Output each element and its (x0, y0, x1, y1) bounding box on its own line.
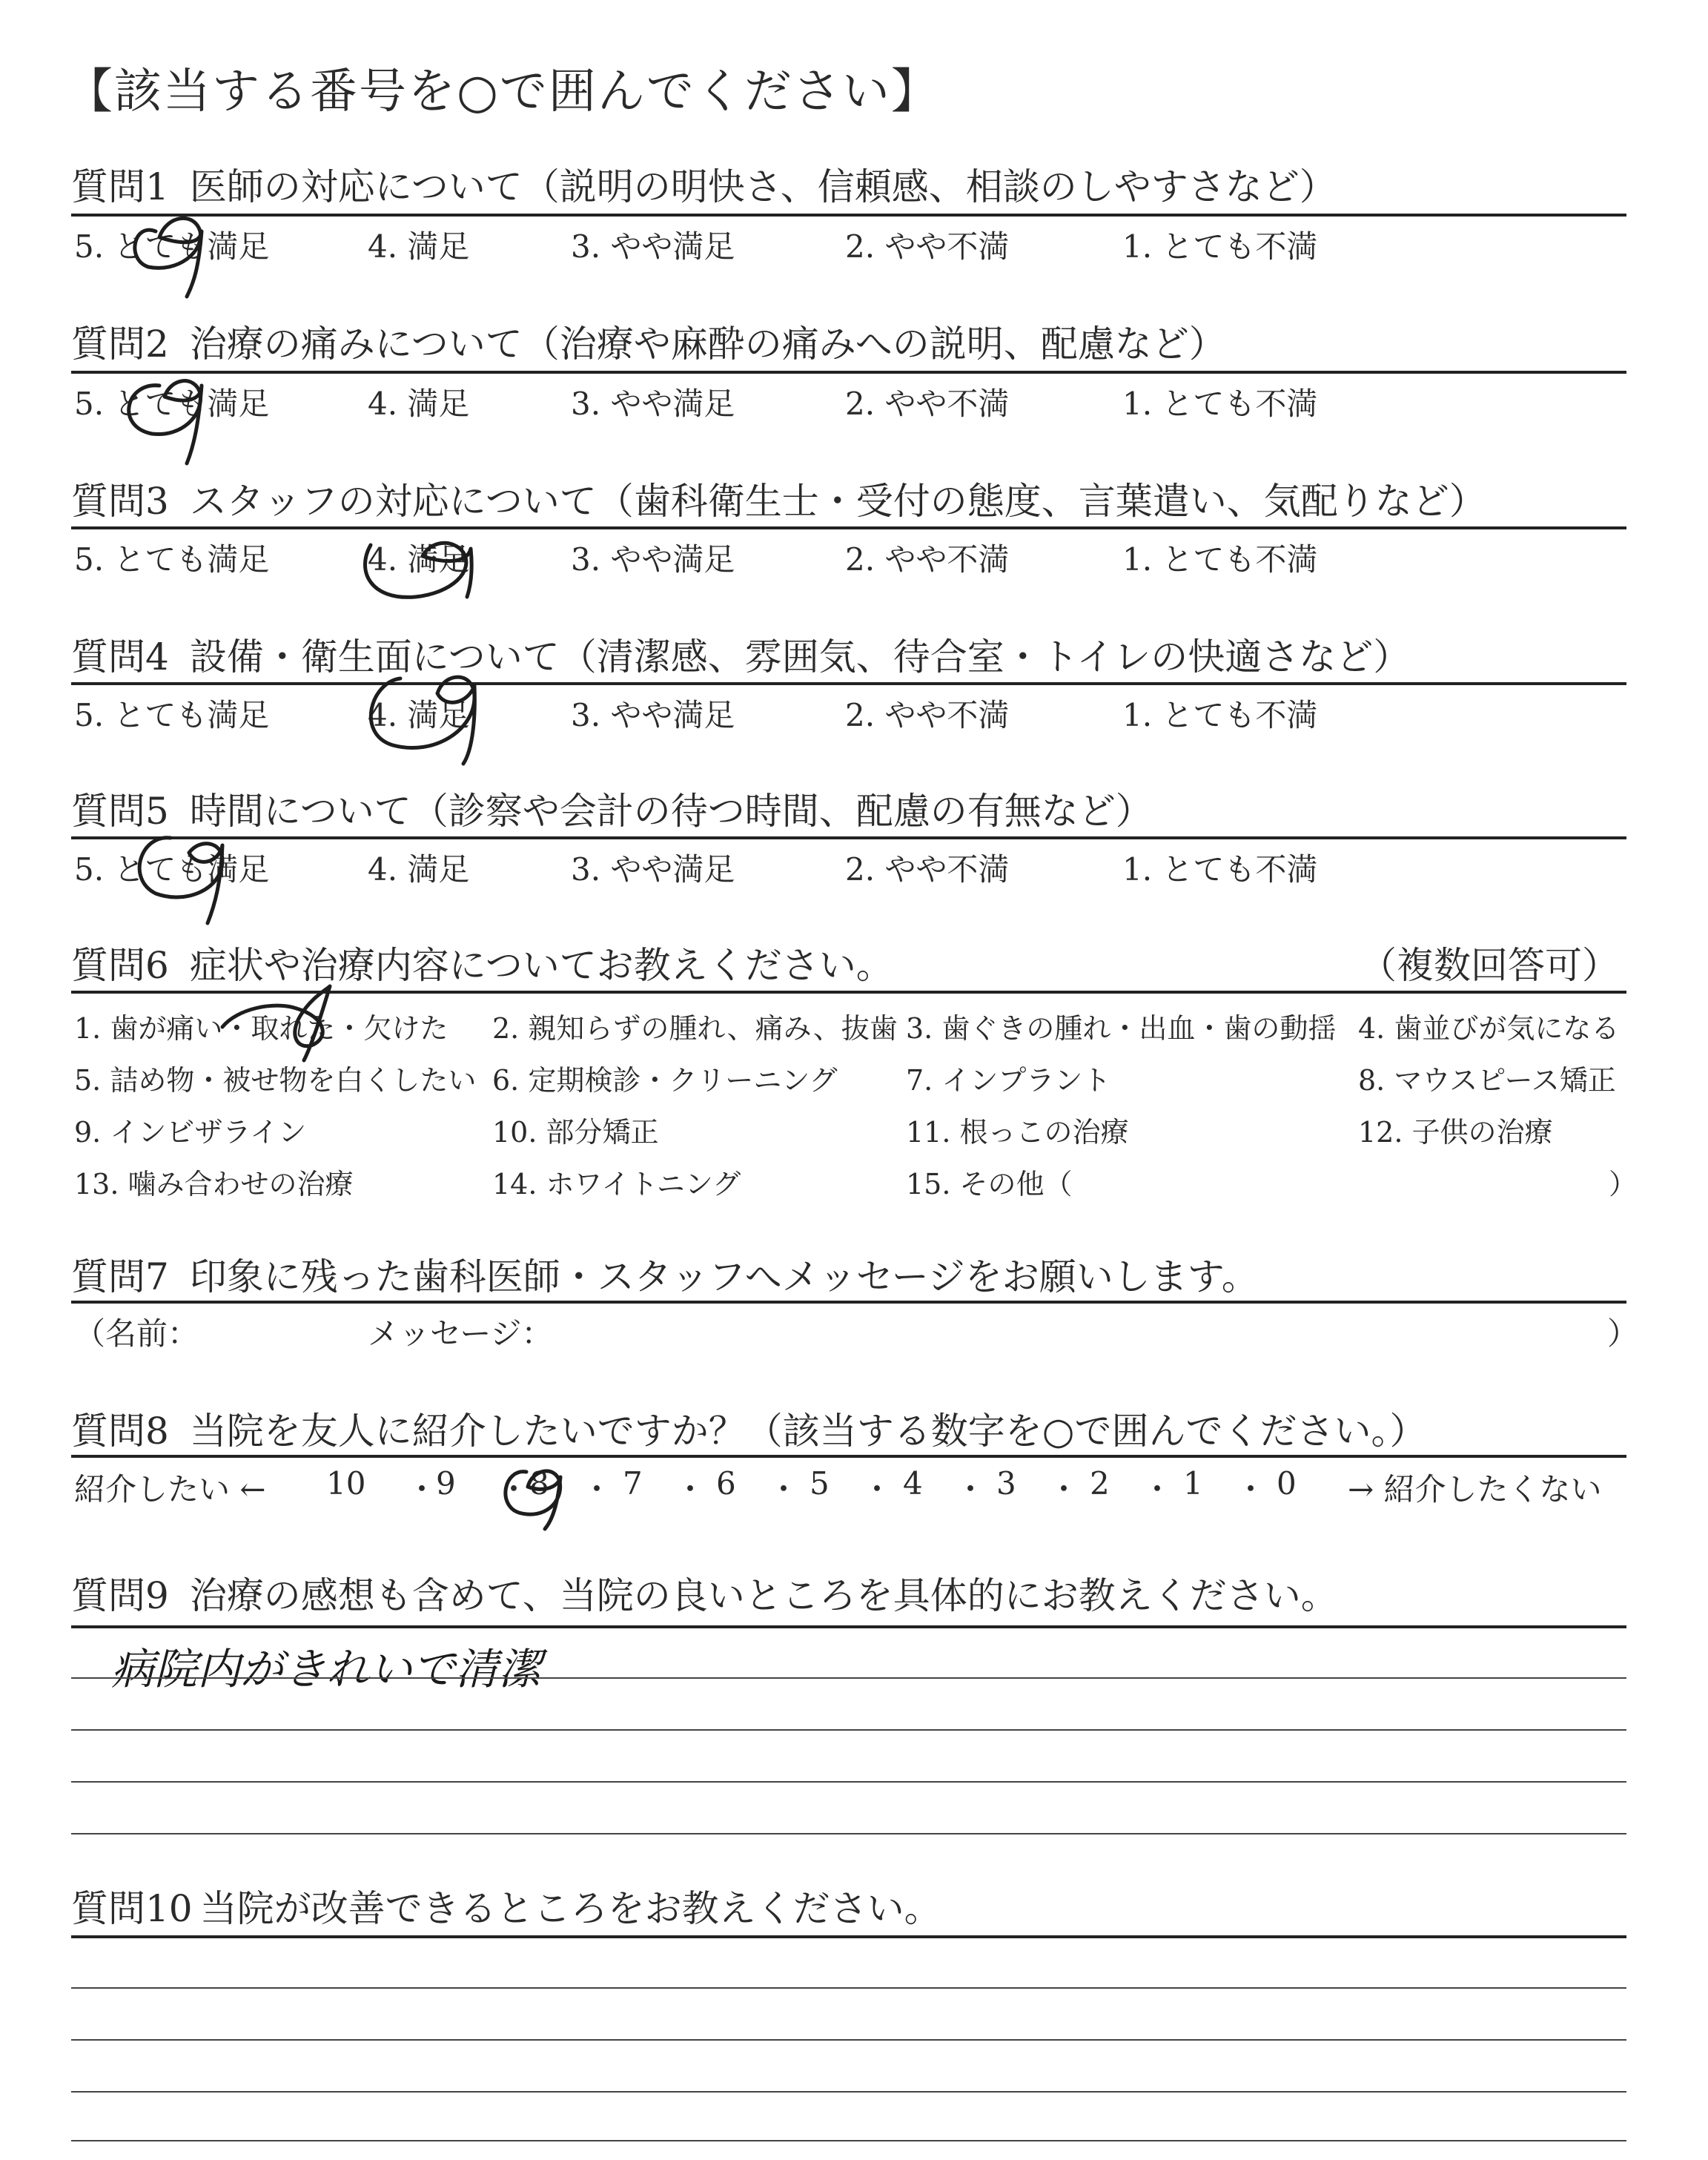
question-1-rule (71, 214, 1626, 217)
q8-scale-0[interactable]: 0 (1277, 1465, 1297, 1502)
q6-item-13[interactable]: 13. 噛み合わせの治療 (74, 1168, 354, 1200)
question-3-text: スタッフの対応について（歯科衛生士・受付の態度、言葉遣い、気配りなど） (189, 480, 1486, 523)
q4-option-4[interactable]: 4. 満足 (368, 697, 470, 733)
q10-answer-line (71, 1987, 1626, 1989)
q6-item-11[interactable]: 11. 根っこの治療 (906, 1116, 1129, 1149)
q4-option-5[interactable]: 5. とても満足 (74, 697, 270, 733)
q9-answer-line (71, 1677, 1626, 1679)
question-5-number: 質問5 (71, 790, 169, 833)
q4-option-2[interactable]: 2. やや不満 (845, 697, 1010, 733)
q6-item-2[interactable]: 2. 親知らずの腫れ、痛み、抜歯 (492, 1012, 898, 1045)
question-1-number: 質問1 (71, 165, 169, 208)
question-9-text: 治療の感想も含めて、当院の良いところを具体的にお教えください。 (189, 1574, 1338, 1617)
question-4-heading (71, 627, 1410, 681)
q8-scale-sep: ・ (1142, 1471, 1174, 1507)
q6-item-15[interactable]: 15. その他（ (906, 1168, 1073, 1200)
question-9-heading (71, 1566, 1338, 1619)
question-4-rule (71, 682, 1626, 685)
q8-scale-sep: ・ (406, 1471, 438, 1507)
question-7-number: 質問7 (71, 1255, 169, 1298)
q8-scale-5[interactable]: 5 (810, 1465, 830, 1502)
question-3-rule (71, 526, 1626, 529)
question-8-text: 当院を友人に紹介したいですか？（該当する数字を○で囲んでください。） (189, 1410, 1427, 1453)
question-6-rule (71, 991, 1626, 994)
q8-scale-sep: ・ (861, 1471, 893, 1507)
question-9-number: 質問9 (71, 1574, 169, 1617)
question-2-rule (71, 371, 1626, 374)
question-6-text: 症状や治療内容についてお教えください。 (189, 944, 893, 987)
q8-scale-sep: ・ (581, 1471, 613, 1507)
q3-option-4[interactable]: 4. 満足 (368, 541, 470, 578)
q8-scale-2[interactable]: 2 (1090, 1465, 1110, 1502)
q6-item-15-close: ） (1609, 1168, 1638, 1200)
q8-scale-9[interactable]: 9 (436, 1465, 456, 1502)
question-10-number: 質問10 (71, 1887, 193, 1930)
q5-option-4[interactable]: 4. 満足 (368, 851, 470, 888)
q10-answer-line (71, 2091, 1626, 2093)
question-5-rule (71, 836, 1626, 839)
q8-right-label: → 紹介したくない (1348, 1471, 1602, 1507)
question-10-rule (71, 1935, 1626, 1938)
question-2-text: 治療の痛みについて（治療や麻酔の痛みへの説明、配慮など） (189, 323, 1226, 366)
page-title: 【該当する番号を○で囲んでください】 (65, 65, 940, 119)
q8-scale-3[interactable]: 3 (996, 1465, 1016, 1502)
q5-option-5[interactable]: 5. とても満足 (74, 851, 270, 888)
question-7-heading (71, 1247, 1259, 1301)
question-2-heading (71, 314, 1226, 368)
q1-option-4[interactable]: 4. 満足 (368, 228, 470, 265)
q2-option-3[interactable]: 3. やや満足 (571, 386, 735, 422)
q4-option-3[interactable]: 3. やや満足 (571, 697, 735, 733)
q6-item-7[interactable]: 7. インプラント (906, 1064, 1111, 1097)
q7-message-label[interactable]: メッセージ： (368, 1315, 553, 1352)
q6-item-6[interactable]: 6. 定期検診・クリーニング (492, 1064, 838, 1097)
q8-scale-sep: ・ (498, 1471, 530, 1507)
q1-option-3[interactable]: 3. やや満足 (571, 228, 735, 265)
q8-scale-1[interactable]: 1 (1183, 1465, 1203, 1502)
q3-option-3[interactable]: 3. やや満足 (571, 541, 735, 578)
question-4-number: 質問4 (71, 635, 169, 678)
q2-option-2[interactable]: 2. やや不満 (845, 386, 1010, 422)
question-1-text: 医師の対応について（説明の明快さ、信頼感、相談のしやすさなど） (189, 165, 1337, 208)
q6-item-14[interactable]: 14. ホワイトニング (492, 1168, 741, 1200)
q10-answer-line (71, 2039, 1626, 2041)
question-7-text: 印象に残った歯科医師・スタッフへメッセージをお願いします。 (189, 1255, 1259, 1298)
q6-item-12[interactable]: 12. 子供の治療 (1358, 1116, 1553, 1149)
q6-item-1[interactable]: 1. 歯が痛い・取れた・欠けた (74, 1012, 448, 1045)
question-3-heading (71, 472, 1486, 525)
q2-option-1[interactable]: 1. とても不満 (1122, 386, 1318, 422)
q6-item-10[interactable]: 10. 部分矯正 (492, 1116, 659, 1149)
q6-item-9[interactable]: 9. インビザライン (74, 1116, 307, 1149)
q8-scale-6[interactable]: 6 (716, 1465, 736, 1502)
question-6-note: （複数回答可） (1360, 944, 1619, 987)
question-7-rule (71, 1301, 1626, 1304)
q3-option-5[interactable]: 5. とても満足 (74, 541, 270, 578)
question-4-text: 設備・衛生面について（清潔感、雰囲気、待合室・トイレの快適さなど） (189, 635, 1411, 678)
q8-scale-sep: ・ (1048, 1471, 1080, 1507)
q6-item-3[interactable]: 3. 歯ぐきの腫れ・出血・歯の動揺 (906, 1012, 1337, 1045)
q9-answer-line (71, 1729, 1626, 1731)
q6-item-8[interactable]: 8. マウスピース矯正 (1358, 1064, 1616, 1097)
q7-name-label[interactable]: （名前： (74, 1315, 199, 1352)
question-10-text: 当院が改善できるところをお教えください。 (199, 1887, 941, 1930)
question-5-heading (71, 782, 1153, 835)
question-3-number: 質問3 (71, 480, 169, 523)
question-6-number: 質問6 (71, 944, 169, 987)
q5-option-2[interactable]: 2. やや不満 (845, 851, 1010, 888)
question-8-rule (71, 1455, 1626, 1458)
q1-option-5[interactable]: 5. とても満足 (74, 228, 270, 265)
question-2-number: 質問2 (71, 323, 169, 366)
q8-scale-sep: ・ (1235, 1471, 1267, 1507)
q8-scale-sep: ・ (675, 1471, 706, 1507)
q4-option-1[interactable]: 1. とても不満 (1122, 697, 1318, 733)
question-1-heading (71, 157, 1337, 211)
q7-close-paren: ） (1607, 1315, 1639, 1352)
q1-option-1[interactable]: 1. とても不満 (1122, 228, 1318, 265)
q6-item-5[interactable]: 5. 詰め物・被せ物を白くしたい (74, 1064, 477, 1097)
question-8-heading (71, 1401, 1426, 1455)
question-9-rule (71, 1625, 1626, 1628)
q8-left-label: 紹介したい ← (74, 1471, 266, 1507)
q8-scale-sep: ・ (955, 1471, 987, 1507)
q1-option-2[interactable]: 2. やや不満 (845, 228, 1010, 265)
q10-answer-line (71, 2140, 1626, 2141)
q3-option-1[interactable]: 1. とても不満 (1122, 541, 1318, 578)
q8-scale-7[interactable]: 7 (623, 1465, 643, 1502)
q2-option-4[interactable]: 4. 満足 (368, 386, 470, 422)
question-10-heading (71, 1879, 941, 1932)
q8-scale-sep: ・ (768, 1471, 800, 1507)
q2-option-5[interactable]: 5. とても満足 (74, 386, 270, 422)
q5-option-3[interactable]: 3. やや満足 (571, 851, 735, 888)
q8-scale-8[interactable]: 8 (529, 1465, 549, 1502)
q9-handwritten-answer[interactable]: 病院内がきれいで清潔 (111, 1644, 542, 1694)
q6-item-4[interactable]: 4. 歯並びが気になる (1358, 1012, 1620, 1045)
question-6-heading (71, 936, 893, 989)
question-8-number: 質問8 (71, 1410, 169, 1453)
q3-option-2[interactable]: 2. やや不満 (845, 541, 1010, 578)
q8-scale-4[interactable]: 4 (903, 1465, 923, 1502)
q9-answer-line (71, 1833, 1626, 1834)
q9-answer-line (71, 1781, 1626, 1783)
q5-option-1[interactable]: 1. とても不満 (1122, 851, 1318, 888)
question-5-text: 時間について（診察や会計の待つ時間、配慮の有無など） (189, 790, 1153, 833)
q8-scale-10[interactable]: 10 (326, 1465, 366, 1502)
